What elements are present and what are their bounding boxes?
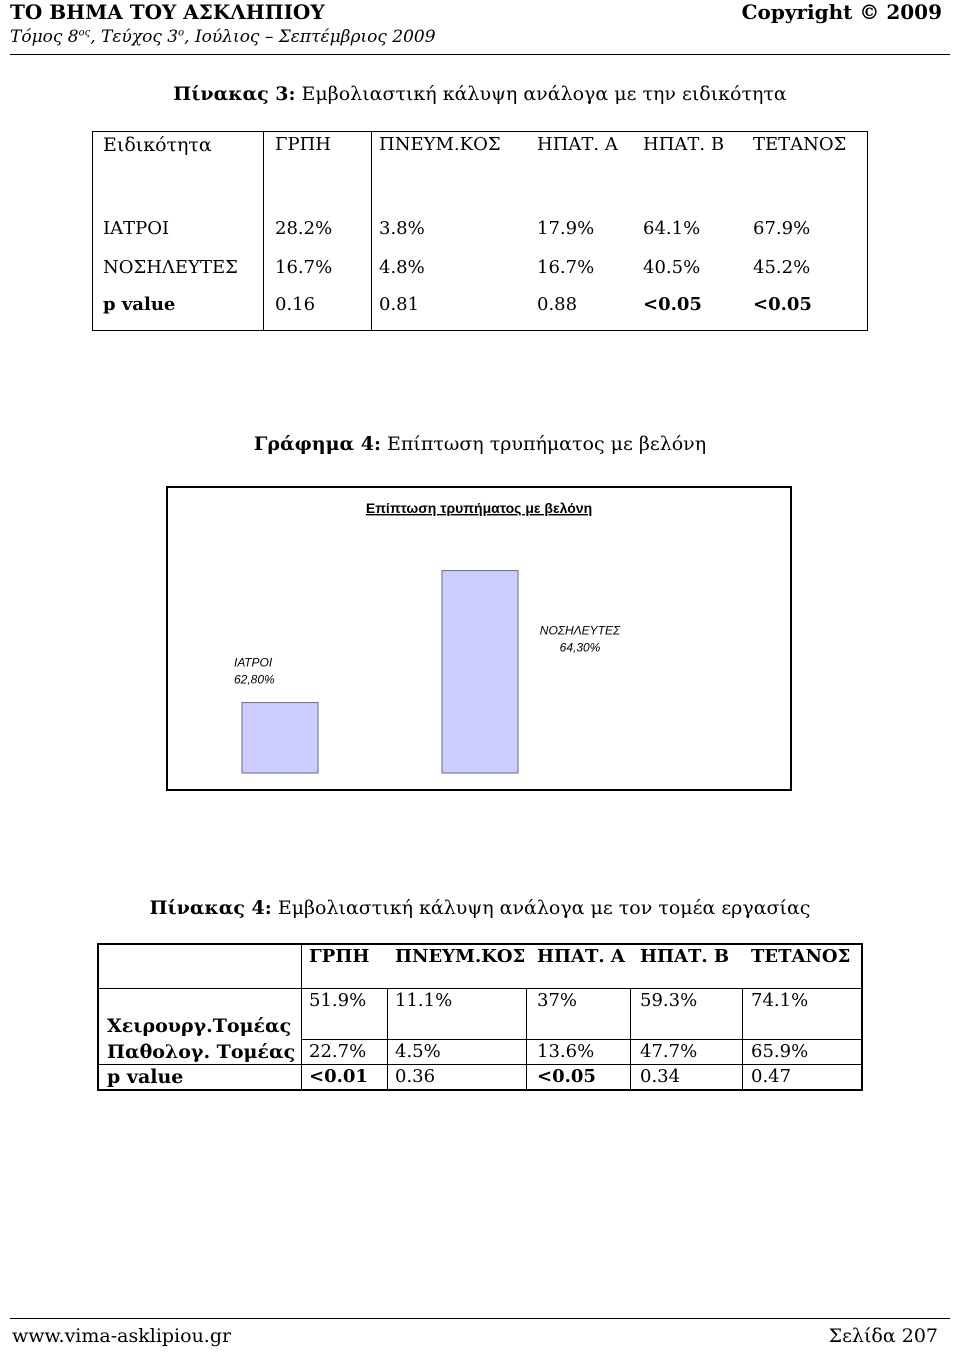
table3-cell: 16.7% <box>537 257 595 278</box>
table3 <box>92 131 868 331</box>
table4-caption-text: Εμβολιαστική κάλυψη ανάλογα με τον τομέα εργασίας <box>271 897 811 919</box>
table3-divider <box>263 132 264 330</box>
bar-chart-canvas <box>168 488 790 789</box>
table3-cell: 4.8% <box>379 257 425 278</box>
table3-caption-label: Πίνακας 3: <box>173 83 296 105</box>
table4-rule <box>742 988 743 1090</box>
issue-number-sup: ο <box>178 27 185 39</box>
issue-info <box>10 27 436 47</box>
table4-rule <box>97 943 99 1090</box>
table4-cell: 74.1% <box>751 990 809 1011</box>
table3-row-label: ΝΟΣΗΛΕΥΤΕΣ <box>103 257 238 278</box>
table4-cell: 0.47 <box>751 1066 792 1087</box>
footer-url[interactable]: www.vima-asklipiou.gr <box>12 1325 232 1347</box>
footer-rule <box>10 1318 950 1319</box>
table3-cell: 64.1% <box>643 218 701 239</box>
page-number: Σελίδα 207 <box>828 1325 938 1347</box>
journal-title: ΤΟ ΒΗΜΑ ΤΟΥ ΑΣΚΛΗΠΙΟΥ <box>10 0 325 24</box>
table4-rule <box>301 943 302 1090</box>
table3-header-cell: ΓΡΠΗ <box>275 134 331 155</box>
table3-cell: <0.05 <box>643 294 702 315</box>
table3-header-cell: ΗΠΑΤ. Α <box>537 134 618 155</box>
bar-ιατροι <box>242 703 318 773</box>
table4-cell: 59.3% <box>640 990 698 1011</box>
table3-header-cell: ΗΠΑΤ. Β <box>643 134 725 155</box>
issue-number: , Τεύχος 3 <box>90 27 179 47</box>
table4-cell: 47.7% <box>640 1041 698 1062</box>
graph4-caption <box>0 433 960 455</box>
chart-title: Επίπτωση τρυπήματος με βελόνη <box>365 500 593 516</box>
graph4-caption-text: Επίπτωση τρυπήματος με βελόνη <box>381 433 707 455</box>
table3-cell: <0.05 <box>753 294 812 315</box>
table4 <box>97 943 863 1091</box>
table4-rule <box>97 943 863 945</box>
table4-rule <box>630 988 631 1090</box>
table4-caption-label: Πίνακας 4: <box>149 897 272 919</box>
bar-νοσηλευτες <box>442 571 518 773</box>
table3-header-cell: Ειδικότητα <box>103 134 212 156</box>
table3-row-label: ΙΑΤΡΟΙ <box>103 218 170 239</box>
issue-period: , Ιούλιος – Σεπτέμβριος 2009 <box>184 27 436 47</box>
table4-cell: <0.01 <box>309 1066 368 1087</box>
copyright-notice: Copyright © 2009 <box>741 0 942 24</box>
table3-cell: 17.9% <box>537 218 595 239</box>
table4-rule <box>97 1064 863 1065</box>
table4-header-cell: ΗΠΑΤ. Β <box>640 946 730 967</box>
table3-header-cell: ΤΕΤΑΝΟΣ <box>753 134 847 155</box>
bar-value-label: 62,80% <box>234 672 275 687</box>
table3-cell: 40.5% <box>643 257 701 278</box>
table4-caption <box>0 897 960 919</box>
table3-cell: 45.2% <box>753 257 811 278</box>
table4-rule <box>301 1039 863 1040</box>
table3-caption-text: Εμβολιαστική κάλυψη ανάλογα με την ειδικότητα <box>295 83 787 105</box>
table4-rule <box>526 988 527 1090</box>
table4-cell: 22.7% <box>309 1041 367 1062</box>
table4-row-label: Χειρουργ.Τομέας <box>107 1015 292 1037</box>
table3-cell: 67.9% <box>753 218 811 239</box>
table4-cell: 37% <box>537 990 578 1011</box>
table4-cell: 11.1% <box>395 990 453 1011</box>
table3-cell: 3.8% <box>379 218 425 239</box>
table4-header-cell: ΠΝΕΥΜ.ΚΟΣ <box>395 946 526 967</box>
table4-row-label: p value <box>107 1066 184 1088</box>
table4-cell: <0.05 <box>537 1066 596 1087</box>
table3-header-cell: ΠΝΕΥΜ.ΚΟΣ <box>379 134 501 155</box>
table4-rule <box>861 943 863 1090</box>
table4-row-label: Παθολογ. Τομέας <box>107 1041 296 1063</box>
table3-caption <box>0 83 960 105</box>
table4-cell: 51.9% <box>309 990 367 1011</box>
table4-rule <box>97 988 863 989</box>
table4-header-cell: ΤΕΤΑΝΟΣ <box>751 946 851 967</box>
table4-header-cell: ΗΠΑΤ. Α <box>537 946 625 967</box>
table4-rule <box>97 1089 863 1091</box>
bar-category-label: ΙΑΤΡΟΙ <box>234 655 273 670</box>
table4-header-cell: ΓΡΠΗ <box>309 946 370 967</box>
table4-cell: 0.36 <box>395 1066 436 1087</box>
graph4-caption-label: Γράφημα 4: <box>253 433 381 455</box>
table3-divider <box>371 132 372 330</box>
table3-cell: 0.16 <box>275 294 316 315</box>
bar-chart <box>166 486 792 791</box>
table4-cell: 13.6% <box>537 1041 595 1062</box>
issue-volume-sup: ος <box>78 27 91 39</box>
table4-cell: 65.9% <box>751 1041 809 1062</box>
table3-cell: 0.81 <box>379 294 420 315</box>
table4-rule <box>387 988 388 1090</box>
table4-cell: 0.34 <box>640 1066 681 1087</box>
table3-cell: 0.88 <box>537 294 578 315</box>
header-rule <box>10 54 950 55</box>
bar-value-label: 64,30% <box>559 640 601 655</box>
table3-cell: 28.2% <box>275 218 333 239</box>
table4-cell: 4.5% <box>395 1041 441 1062</box>
table3-row-label: p value <box>103 294 176 315</box>
issue-volume: Τόμος 8 <box>10 27 79 47</box>
table3-cell: 16.7% <box>275 257 333 278</box>
bar-category-label: ΝΟΣΗΛΕΥΤΕΣ <box>539 623 621 638</box>
